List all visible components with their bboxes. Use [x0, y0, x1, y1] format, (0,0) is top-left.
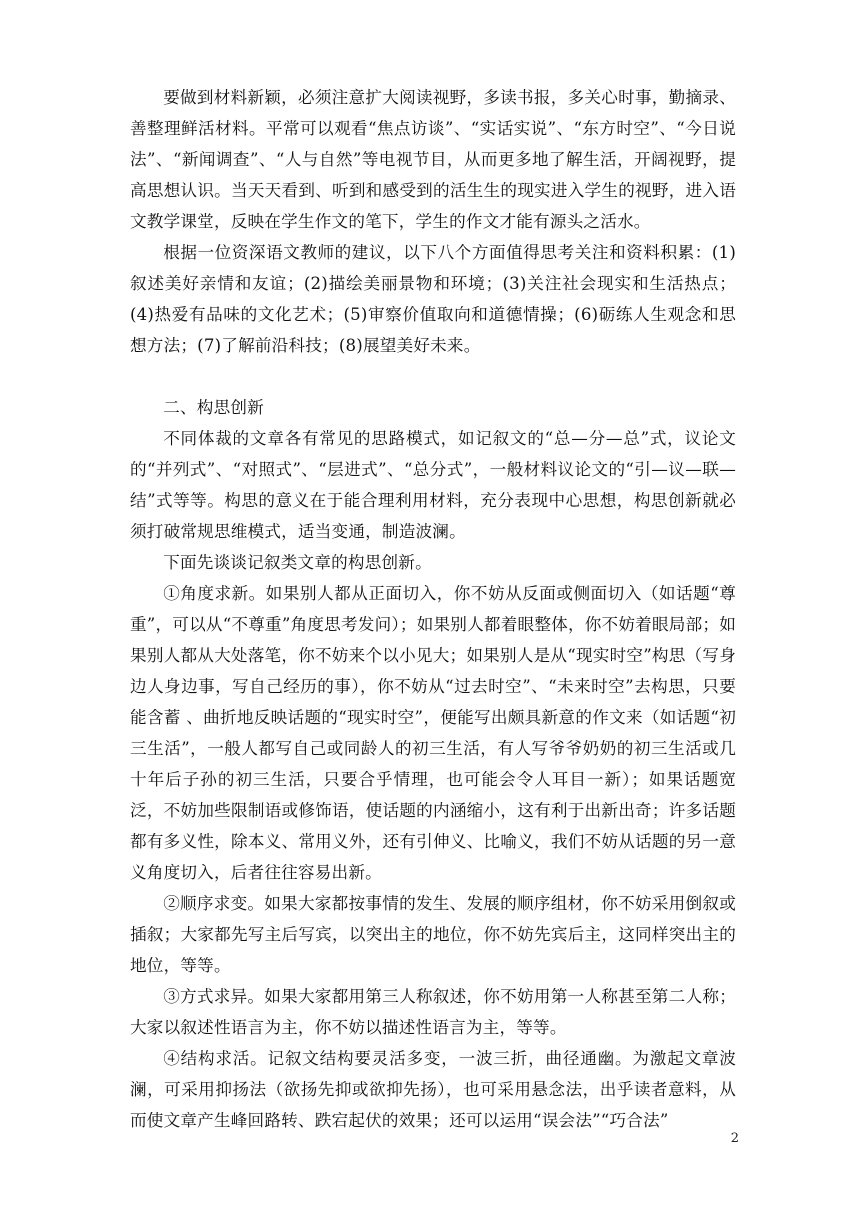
paragraph-narrative-intro: 下面先谈谈记叙类文章的构思创新。 [163, 553, 432, 572]
paragraph-method-difference: ③方式求异。如果大家都用第三人称叙述，你不妨用第一人称甚至第二人称；大家以叙述性语言为主，你不妨以描述性语言为主，等等。 [130, 987, 736, 1037]
page-number: 2 [730, 1131, 739, 1146]
paragraph-eight-aspects: 根据一位资深语文教师的建议，以下八个方面值得思考关注和资料积累：(1)叙述美好亲情和友谊；(2)描绘美丽景物和环境；(3)关注社会现实和生活热点；(4)热爱有品味的文化艺术；(5)审察价值取向和道德情操；(6)砺练人生观念和思想方法；(7)了解前沿科技；(8)展望美好未来。 [130, 243, 736, 355]
paragraph-structure-flexibility: ④结构求活。记叙文结构要灵活多变，一波三折，曲径通幽。为激起文章波澜，可采用抑扬法（欲扬先抑或欲抑先扬），也可采用悬念法，出乎读者意料，从而使文章产生峰回路转、跌宕起伏的效果；还可以运用“误会法”“巧合法” [130, 1049, 736, 1130]
paragraph-material-novelty: 要做到材料新颖，必须注意扩大阅读视野，多读书报，多关心时事，勤摘录、善整理鲜活材料。平常可以观看“焦点访谈”、“实话实说”、“东方时空”、“今日说法”、“新闻调查”、“人与自然”等电视节目，从而更多地了解生活，开阔视野，提高思想认识。当天天看到、听到和感受到的活生生的现实进入学生的视野，进入语文教学课堂，反映在学生作文的笔下，学生的作文才能有源头之活水。 [130, 88, 736, 231]
paragraph-thinking-patterns: 不同体裁的文章各有常见的思路模式，如记叙文的“总—分—总”式，议论文的“并列式”、“对照式”、“层进式”、“总分式”，一般材料议论文的“引—议—联—结”式等等。构思的意义在于能合理利用材料，充分表现中心思想，构思创新就必须打破常规思维模式，适当变通，制造波澜。 [130, 429, 736, 541]
paragraph-angle-novelty: ①角度求新。如果别人都从正面切入，你不妨从反面或侧面切入（如话题“尊重”，可以从“不尊重”角度思考发问）；如果别人都着眼整体，你不妨着眼局部；如果别人都从大处落笔，你不妨来个以小见大；如果别人是从“现实时空”构思（写身边人身边事，写自己经历的事），你不妨从“过去时空”、“未来时空”去构思，只要能含蓄 、曲折地反映话题的“现实时空”，便能写出颇具新意的作文来（如话题“初三生活”，一般人都写自己或同龄人的初三生活，有人写爷爷奶奶的初三生活或几十年后子孙的初三生活，只要合乎情理，也可能会令人耳目一新）；如果话题宽泛，不妨加些限制语或修饰语，使话题的内涵缩小，这有利于出新出奇；许多话题都有多义性，除本义、常用义外，还有引伸义、比喻义，我们不妨从话题的另一意义角度切入，后者往往容易出新。 [130, 584, 736, 882]
section-heading-conception-innovation: 二、构思创新 [163, 398, 264, 417]
paragraph-order-variation: ②顺序求变。如果大家都按事情的发生、发展的顺序组材，你不妨采用倒叙或插叙；大家都先写主后写宾，以突出主的地位，你不妨先宾后主，这同样突出主的地位，等等。 [130, 894, 736, 975]
document-body [130, 82, 736, 1136]
